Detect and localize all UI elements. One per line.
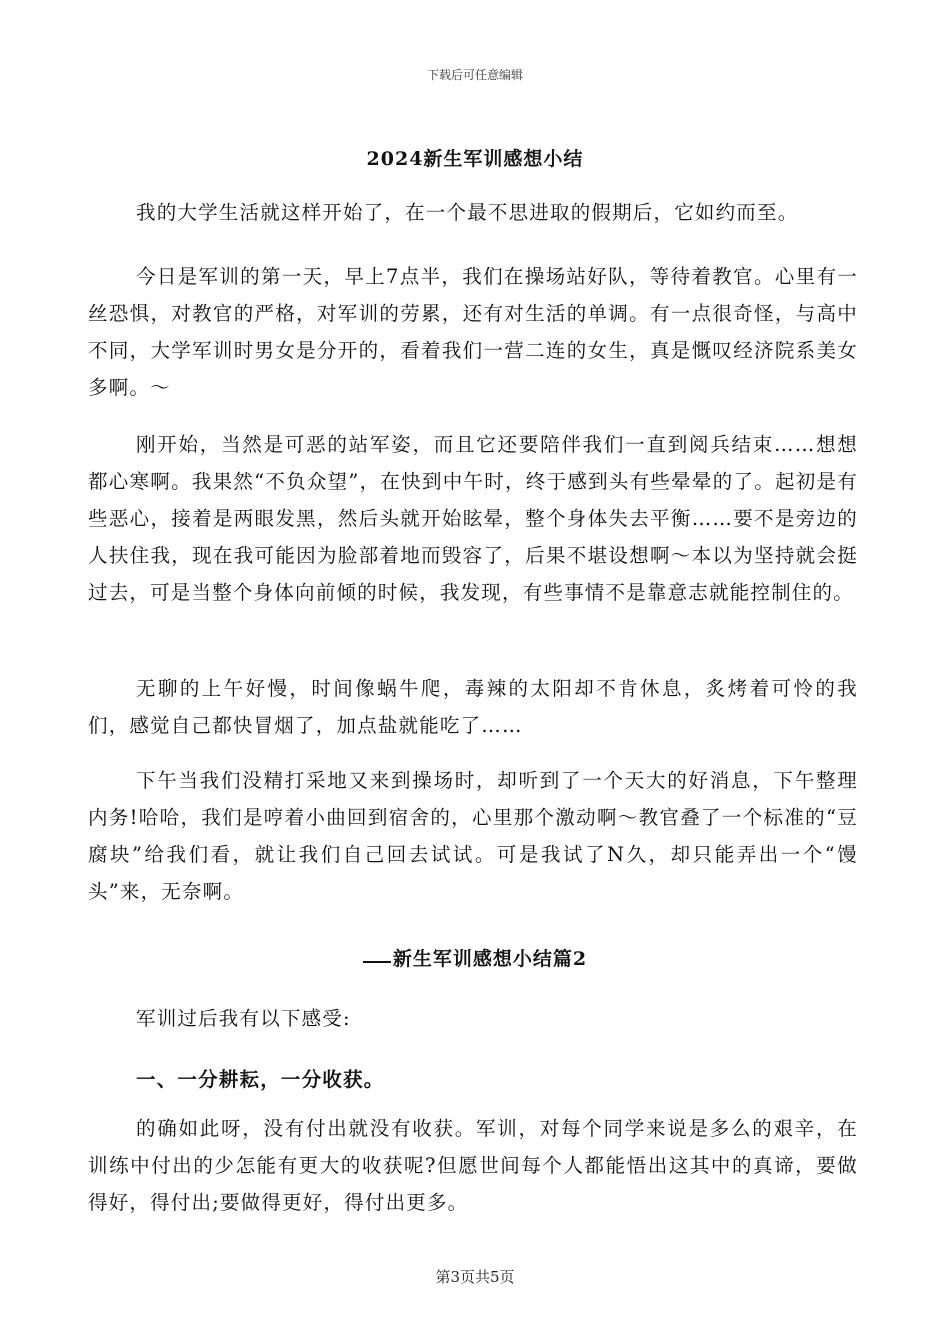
paragraph-3: 刚开始，当然是可恶的站军姿，而且它还要陪伴我们一直到阅兵结束……想想都心寒啊。我果然“不负众望”，在快到中午时，终于感到头有些晕晕的了。起初是有些恶心，接着是两眼发黑，然后头就开始眩晕，整个身体失去平衡……要不是旁边的人扶住我，现在我可能因为脸部着地而毁容了，后果不堪设想啊～本以为坚持就会挺过去，可是当整个身体向前倾的时候，我发现，有些事情不是靠意志就能控制住的。 (88, 433, 858, 604)
paragraph-2: 今日是军训的第一天，早上7点半，我们在操场站好队，等待着教官。心里有一丝恐惧，对教官的严格，对军训的劳累，还有对生活的单调。有一点很奇怪，与高中不同，大学军训时男女是分开的，看着我们一营二连的女生，真是慨叹经济院系美女多啊。～ (88, 265, 858, 399)
header-note: 下载后可任意编辑 (426, 68, 523, 82)
section-2-intro: 军训过后我有以下感受: (136, 1007, 351, 1030)
section-2-title-text: 新生军训感想小结篇2 (392, 948, 588, 970)
document-title: 2024新生军训感想小结 (366, 148, 584, 170)
paragraph-5: 下午当我们没精打采地又来到操场时，却听到了一个天大的好消息，下午整理内务!哈哈，我们是哼着小曲回到宿舍的，心里那个激动啊～教官叠了一个标准的“豆腐块”给我们看，就让我们自己回去试试。可是我试了N久，却只能弄出一个“馒头”来，无奈啊。 (88, 769, 858, 903)
paragraph-1: 我的大学生活就这样开始了，在一个最不思进取的假期后，它如约而至。 (136, 201, 799, 224)
section-2-heading: 一、一分耕耘，一分收获。 (136, 1068, 385, 1091)
paragraph-4: 无聊的上午好慢，时间像蜗牛爬，毒辣的太阳却不肯休息，炙烤着可怜的我们，感觉自己都快冒烟了，加点盐就能吃了…… (88, 677, 858, 737)
title-blank-underline (363, 961, 391, 963)
section-2-paragraph: 的确如此呀，没有付出就没有收获。军训，对每个同学来说是多么的艰辛，在训练中付出的少怎能有更大的收获呢?但愿世间每个人都能悟出这其中的真谛，要做得好，得付出;要做得更好，得付出更多。 (88, 1117, 858, 1214)
section-2-title (0, 944, 950, 971)
page-number: 第3页共5页 (435, 1268, 515, 1286)
